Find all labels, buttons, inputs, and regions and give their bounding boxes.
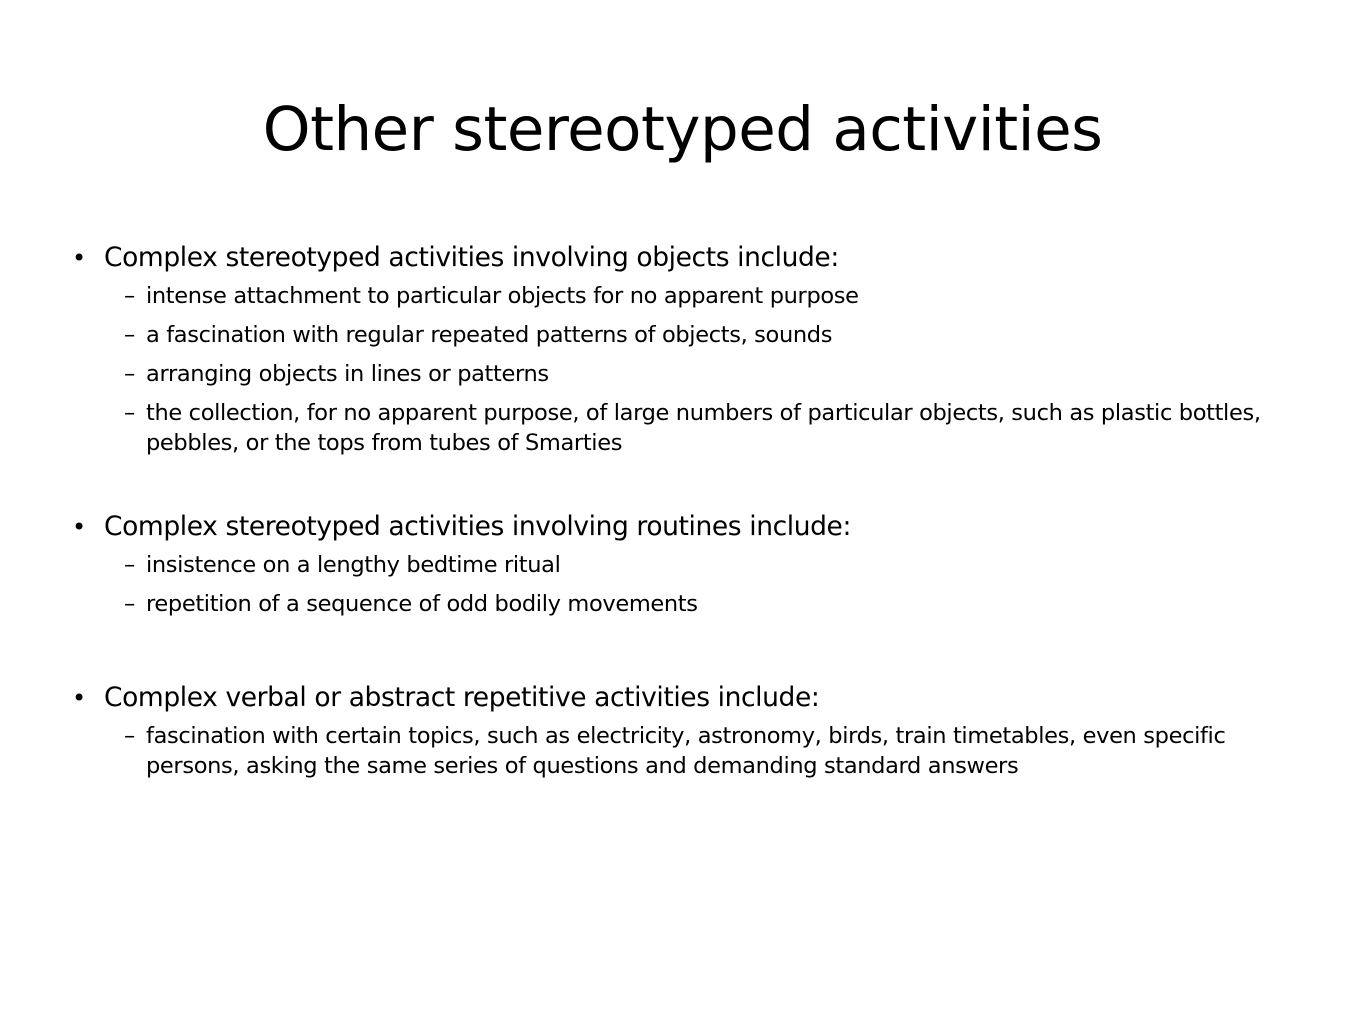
bullet-dot: •: [72, 244, 86, 272]
bullet-heading: [72, 681, 1312, 715]
bullet-heading-text: Complex verbal or abstract repetitive activities include:: [104, 682, 820, 713]
list-item: [72, 320, 1312, 350]
list-item-text: arranging objects in lines or patterns: [146, 361, 549, 387]
list-item-text: fascination with certain topics, such as electricity, astronomy, birds, train timetables, even specific persons, asking the same series of questions and demanding standard answers: [146, 723, 1226, 779]
dash-marker: –: [124, 322, 135, 348]
section-objects: [72, 241, 1312, 458]
list-item: [72, 550, 1312, 580]
list-item-text: the collection, for no apparent purpose, of large numbers of particular objects, such as plastic bottles, pebbles, or the tops from tubes of Smarties: [146, 400, 1261, 456]
list-item-text: repetition of a sequence of odd bodily movements: [146, 591, 698, 617]
slide-title: Other stereotyped activities: [262, 94, 1103, 165]
dash-marker: –: [124, 361, 135, 387]
list-item-text: insistence on a lengthy bedtime ritual: [146, 552, 561, 578]
dash-marker: –: [124, 400, 135, 426]
dash-marker: –: [124, 591, 135, 617]
list-item-text: a fascination with regular repeated patterns of objects, sounds: [146, 322, 833, 348]
bullet-heading: [72, 510, 1312, 544]
section-routines: [72, 510, 1312, 619]
dash-marker: –: [124, 723, 135, 749]
section-verbal: [72, 681, 1312, 781]
dash-marker: –: [124, 283, 135, 309]
list-item: [72, 589, 1312, 619]
list-item: [72, 359, 1312, 389]
dash-marker: –: [124, 552, 135, 578]
list-item: [72, 398, 1312, 458]
bullet-dot: •: [72, 684, 86, 712]
bullet-heading-text: Complex stereotyped activities involving objects include:: [104, 242, 839, 273]
bullet-dot: •: [72, 513, 86, 541]
bullet-heading: [72, 241, 1312, 275]
list-item-text: intense attachment to particular objects for no apparent purpose: [146, 283, 859, 309]
list-item: [72, 281, 1312, 311]
list-item: [72, 721, 1312, 781]
bullet-heading-text: Complex stereotyped activities involving routines include:: [104, 511, 851, 542]
